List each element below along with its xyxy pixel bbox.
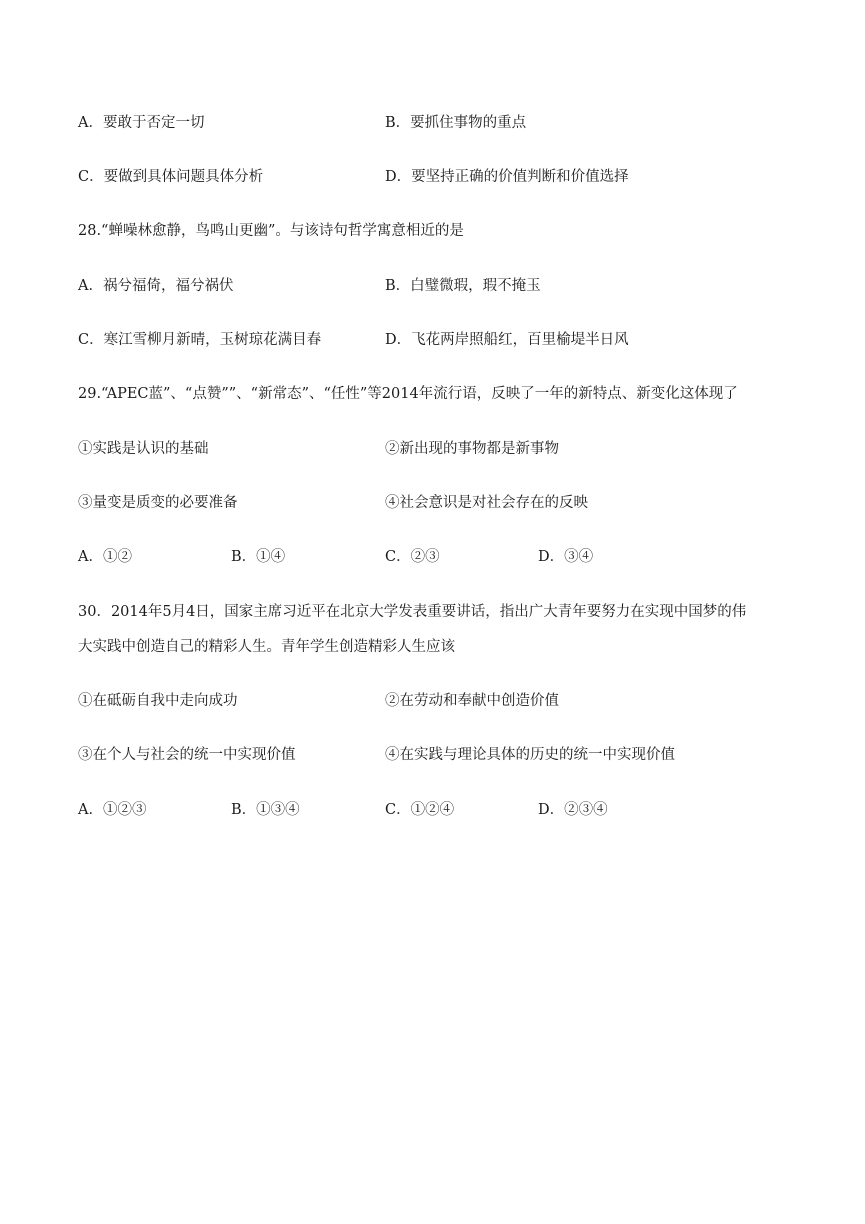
- q29-stem: 29.“APEC蓝”、“点赞””、“新常态”、“任性”等2014年流行语，反映了一年的新特点、新变化这体现了: [78, 386, 738, 402]
- q30-stem-line-2: 大实践中创造自己的精彩人生。青年学生创造精彩人生应该: [78, 639, 455, 655]
- q30-statement-3: ③在个人与社会的统一中实现价值: [78, 747, 296, 763]
- q30-option-b: B．①③④: [231, 802, 300, 818]
- q27-option-b: B．要抓住事物的重点: [385, 115, 527, 131]
- q28-option-d: D．飞花两岸照船红，百里榆堤半日风: [385, 332, 629, 348]
- q30-option-d: D．②③④: [538, 802, 608, 818]
- q29-statement-3: ③量变是质变的必要准备: [78, 495, 238, 511]
- q28-stem: 28.“蝉噪林愈静，鸟鸣山更幽”。与该诗句哲学寓意相近的是: [78, 223, 464, 239]
- q29-statement-4: ④社会意识是对社会存在的反映: [385, 495, 588, 511]
- q29-option-d: D．③④: [538, 549, 594, 565]
- q28-option-c: C．寒江雪柳月新晴，玉树琼花满目春: [78, 332, 322, 348]
- q27-option-c: C．要做到具体问题具体分析: [78, 169, 264, 185]
- q27-option-d: D．要坚持正确的价值判断和价值选择: [385, 169, 629, 185]
- q30-statement-4: ④在实践与理论具体的历史的统一中实现价值: [385, 747, 675, 763]
- q30-statement-1: ①在砥砺自我中走向成功: [78, 693, 238, 709]
- q30-statement-2: ②在劳动和奉献中创造价值: [385, 693, 559, 709]
- q29-option-b: B．①④: [231, 549, 286, 565]
- q29-statement-1: ①实践是认识的基础: [78, 441, 209, 457]
- q29-option-c: C．②③: [385, 549, 440, 565]
- q27-option-a: A．要敢于否定一切: [78, 115, 205, 131]
- q28-option-b: B．白璧微瑕，瑕不掩玉: [385, 278, 541, 294]
- q30-option-c: C．①②④: [385, 802, 455, 818]
- q28-option-a: A．祸兮福倚，福兮祸伏: [78, 278, 234, 294]
- q30-option-a: A．①②③: [78, 802, 147, 818]
- q30-stem-line-1: 30．2014年5月4日，国家主席习近平在北京大学发表重要讲话，指出广大青年要努力在实现中国梦的伟: [78, 604, 747, 620]
- q29-statement-2: ②新出现的事物都是新事物: [385, 441, 559, 457]
- q29-option-a: A．①②: [78, 549, 132, 565]
